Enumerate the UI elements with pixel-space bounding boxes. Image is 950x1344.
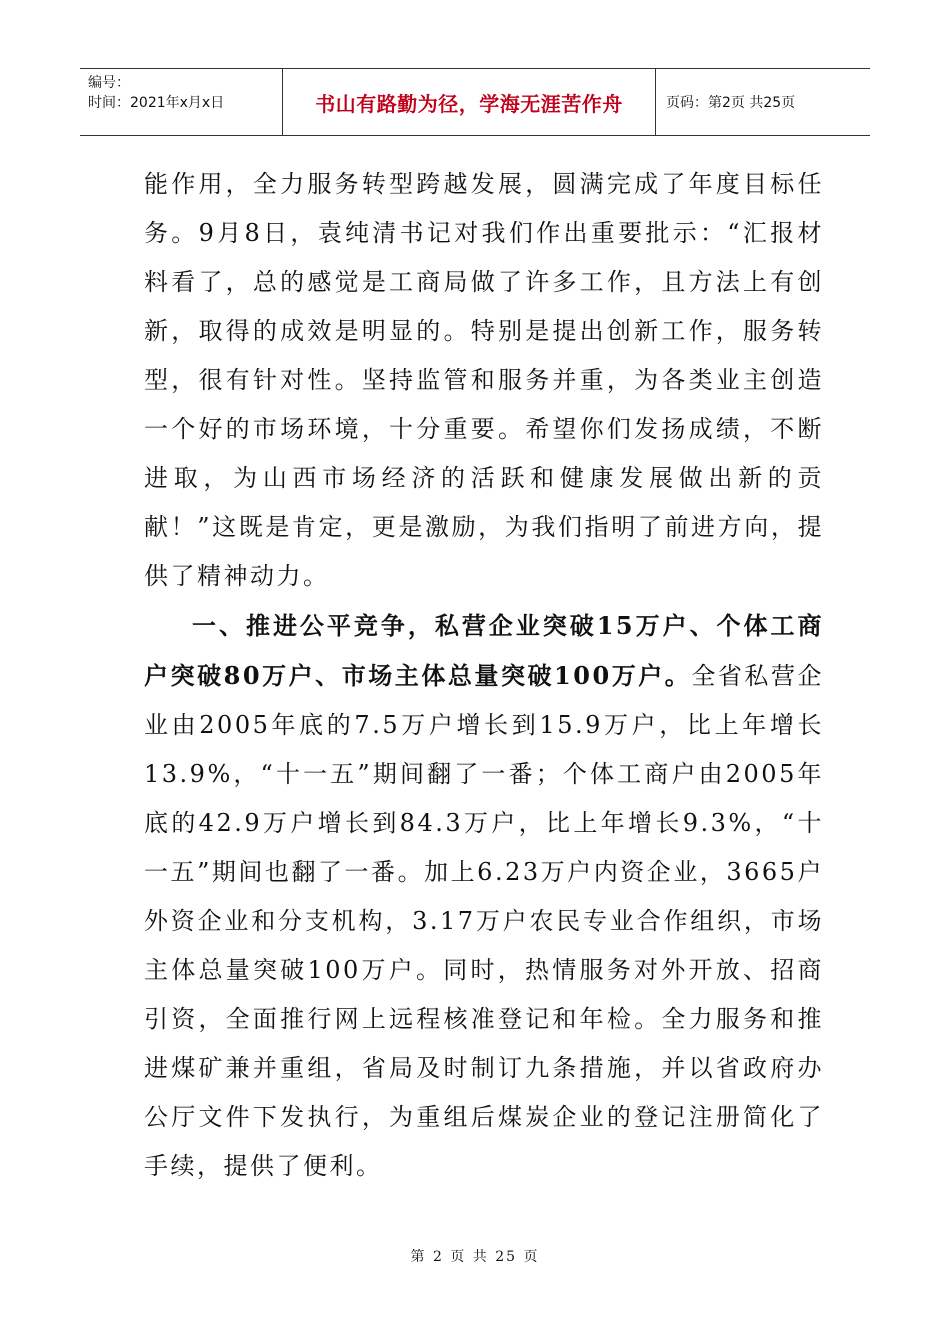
section-heading: 一、推进公平竞争，私营企业突破15万户、个体工商户突破80万户、市场主体总量突破100万户。	[144, 611, 824, 690]
header-motto	[283, 69, 656, 135]
paragraph-2-text: 全省私营企业由2005年底的7.5万户增长到15.9万户，比上年增长13.9%，“十一五”期间翻了一番；个体工商户由2005年底的42.9万户增长到84.3万户，比上年增长9.3%，“十一五”期间也翻了一番。加上6.23万户内资企业，3665户外资企业和分支机构，3.17万户农民专业合作组织，市场主体总量突破100万户。同时，热情服务对外开放、招商引资，全面推行网上远程核准登记和年检。全力服务和推进煤矿兼并重组，省局及时制订九条措施，并以省政府办公厅文件下发执行，为重组后煤炭企业的登记注册简化了手续，提供了便利。	[144, 662, 825, 1180]
page-header	[80, 68, 870, 136]
paragraph-2	[144, 601, 824, 1191]
motto-text: 书山有路勤为径，学海无涯苦作舟	[315, 91, 623, 116]
document-body	[144, 160, 824, 1191]
header-page-info	[656, 69, 870, 135]
paragraph-1: 能作用，全力服务转型跨越发展，圆满完成了年度目标任务。9月8日，袁纯清书记对我们作出重要批示：“汇报材料看了，总的感觉是工商局做了许多工作，且方法上有创新，取得的成效是明显的。特别是提出创新工作，服务转型，很有针对性。坚持监管和服务并重，为各类业主创造一个好的市场环境，十分重要。希望你们发扬成绩，不断进取，为山西市场经济的活跃和健康发展做出新的贡献！”这既是肯定，更是激励，为我们指明了前进方向，提供了精神动力。	[144, 170, 824, 590]
header-meta	[80, 69, 283, 135]
page-footer: 第 2 页 共 25 页	[410, 1249, 540, 1265]
page-info-text: 页码：第2页 共25页	[666, 95, 796, 111]
document-date: 时间：2021年x月x日	[88, 95, 225, 111]
document-number-label: 编号：	[88, 75, 130, 91]
